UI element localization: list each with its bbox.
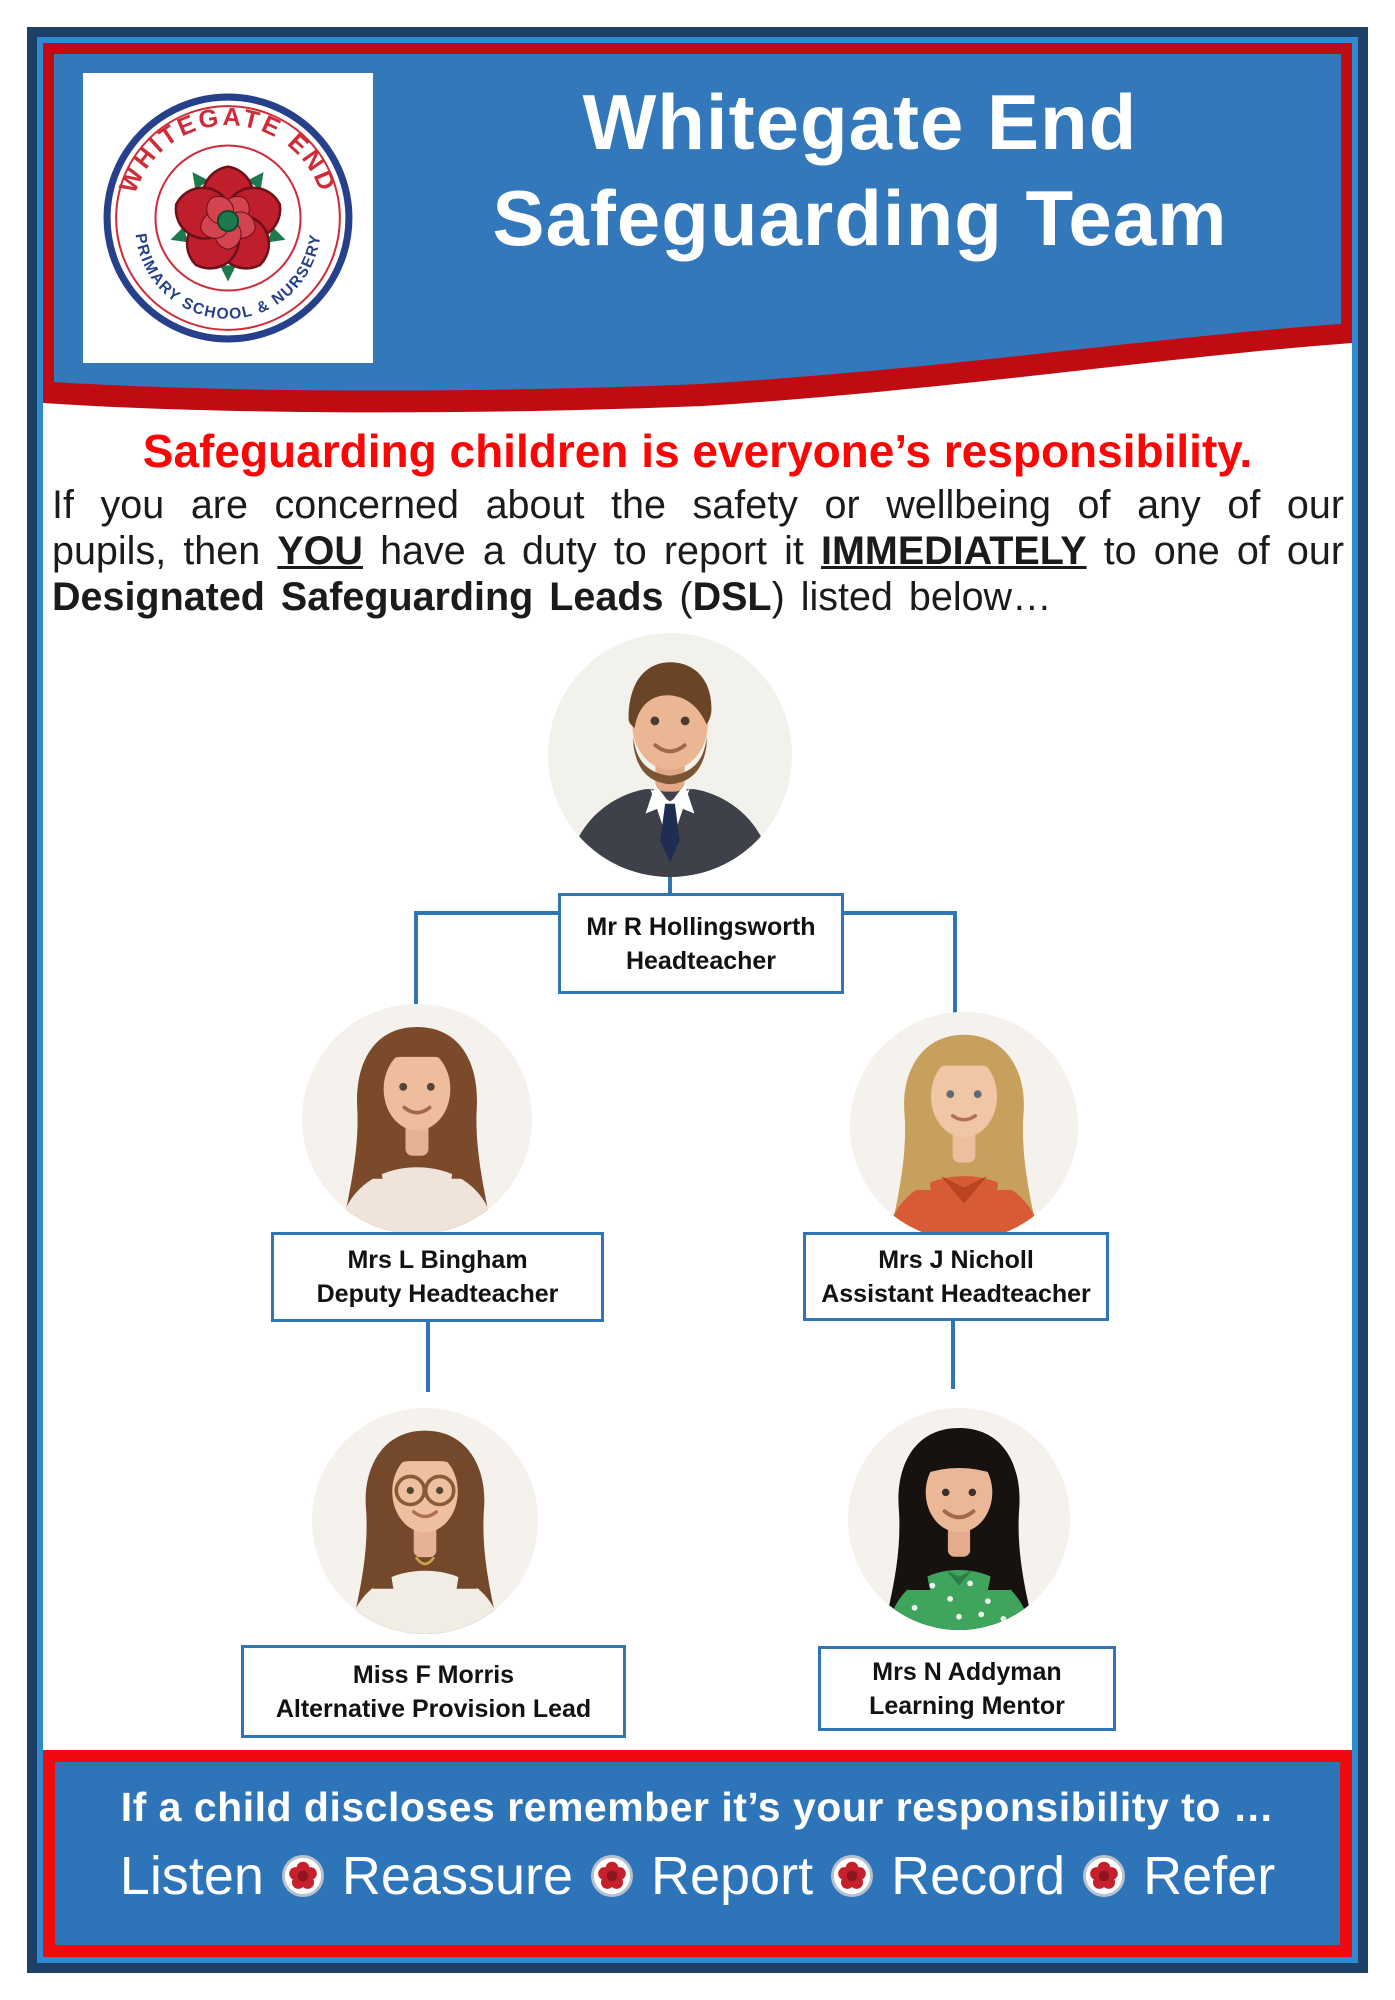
person-name: Miss F Morris <box>352 1660 515 1689</box>
rose-bullet-icon <box>589 1853 635 1899</box>
connector-left-horizontal <box>414 911 560 915</box>
person-role: Learning Mentor <box>869 1691 1065 1720</box>
intro-you-emphasis: YOU <box>277 529 363 573</box>
connector-bingham-down <box>426 1316 430 1392</box>
connector-right-vertical <box>953 911 957 1016</box>
photo-mrs-n-addyman <box>848 1408 1070 1630</box>
banner-word: Report <box>651 1846 814 1906</box>
intro-segment: ) listed below… <box>771 575 1052 619</box>
page-title <box>410 74 1310 266</box>
page-title-line2: Safeguarding Team <box>492 174 1228 262</box>
intro-paragraph <box>52 482 1344 620</box>
person-name: Mrs N Addyman <box>872 1657 1062 1686</box>
photo-mrs-j-nicholl <box>850 1012 1078 1240</box>
banner-word: Refer <box>1143 1846 1276 1906</box>
intro-dsl-leads: Designated Safeguarding Leads <box>52 575 664 619</box>
name-box-deputy-headteacher <box>271 1232 604 1322</box>
person-role: Assistant Headteacher <box>821 1279 1091 1308</box>
name-box-learning-mentor <box>818 1646 1116 1731</box>
person-name: Mr R Hollingsworth <box>586 912 816 941</box>
connector-nicholl-down <box>951 1315 955 1389</box>
person-role: Alternative Provision Lead <box>275 1694 592 1723</box>
person-name: Mrs L Bingham <box>347 1246 528 1274</box>
intro-segment: If you are concerned about the safety or wellbeing of any of our pupils, then <box>52 483 1344 573</box>
logo-arc-top-text: WHITEGATE END <box>114 102 342 198</box>
person-name: Mrs J Nicholl <box>878 1245 1034 1274</box>
banner-message: If a child discloses remember it’s your responsibility to … <box>120 1784 1275 1830</box>
intro-segment: ( <box>663 575 693 619</box>
intro-dsl-abbr: DSL <box>692 575 772 619</box>
intro-heading: Safeguarding children is everyone’s responsibility. <box>142 425 1253 477</box>
rose-bullet-icon <box>829 1853 875 1899</box>
banner-word: Reassure <box>341 1846 573 1906</box>
banner-word: Listen <box>119 1846 264 1906</box>
school-logo <box>83 73 373 363</box>
connector-right-horizontal <box>836 911 957 915</box>
connector-head-stub <box>668 875 672 895</box>
intro-segment: have a duty to report it <box>362 529 822 573</box>
photo-mrs-l-bingham <box>302 1004 532 1234</box>
page-title-line1: Whitegate End <box>582 78 1138 166</box>
logo-arc-bottom-text: PRIMARY SCHOOL & NURSERY <box>131 232 325 323</box>
photo-miss-f-morris <box>312 1408 538 1634</box>
rose-bullet-icon <box>280 1853 326 1899</box>
footer-banner <box>43 1750 1352 1957</box>
banner-word: Record <box>891 1846 1066 1906</box>
person-role: Deputy Headteacher <box>316 1280 559 1308</box>
name-box-alternative-provision-lead <box>241 1645 626 1738</box>
intro-immediately-emphasis: IMMEDIATELY <box>821 529 1087 573</box>
intro-segment: to one of our <box>1086 529 1344 573</box>
banner-five-rs <box>55 1845 1340 1907</box>
person-role: Headteacher <box>625 946 777 975</box>
name-box-headteacher <box>558 893 844 994</box>
photo-mr-r-hollingsworth <box>548 633 792 877</box>
connector-left-vertical <box>414 911 418 1008</box>
rose-bullet-icon <box>1081 1853 1127 1899</box>
name-box-assistant-headteacher <box>803 1232 1109 1321</box>
